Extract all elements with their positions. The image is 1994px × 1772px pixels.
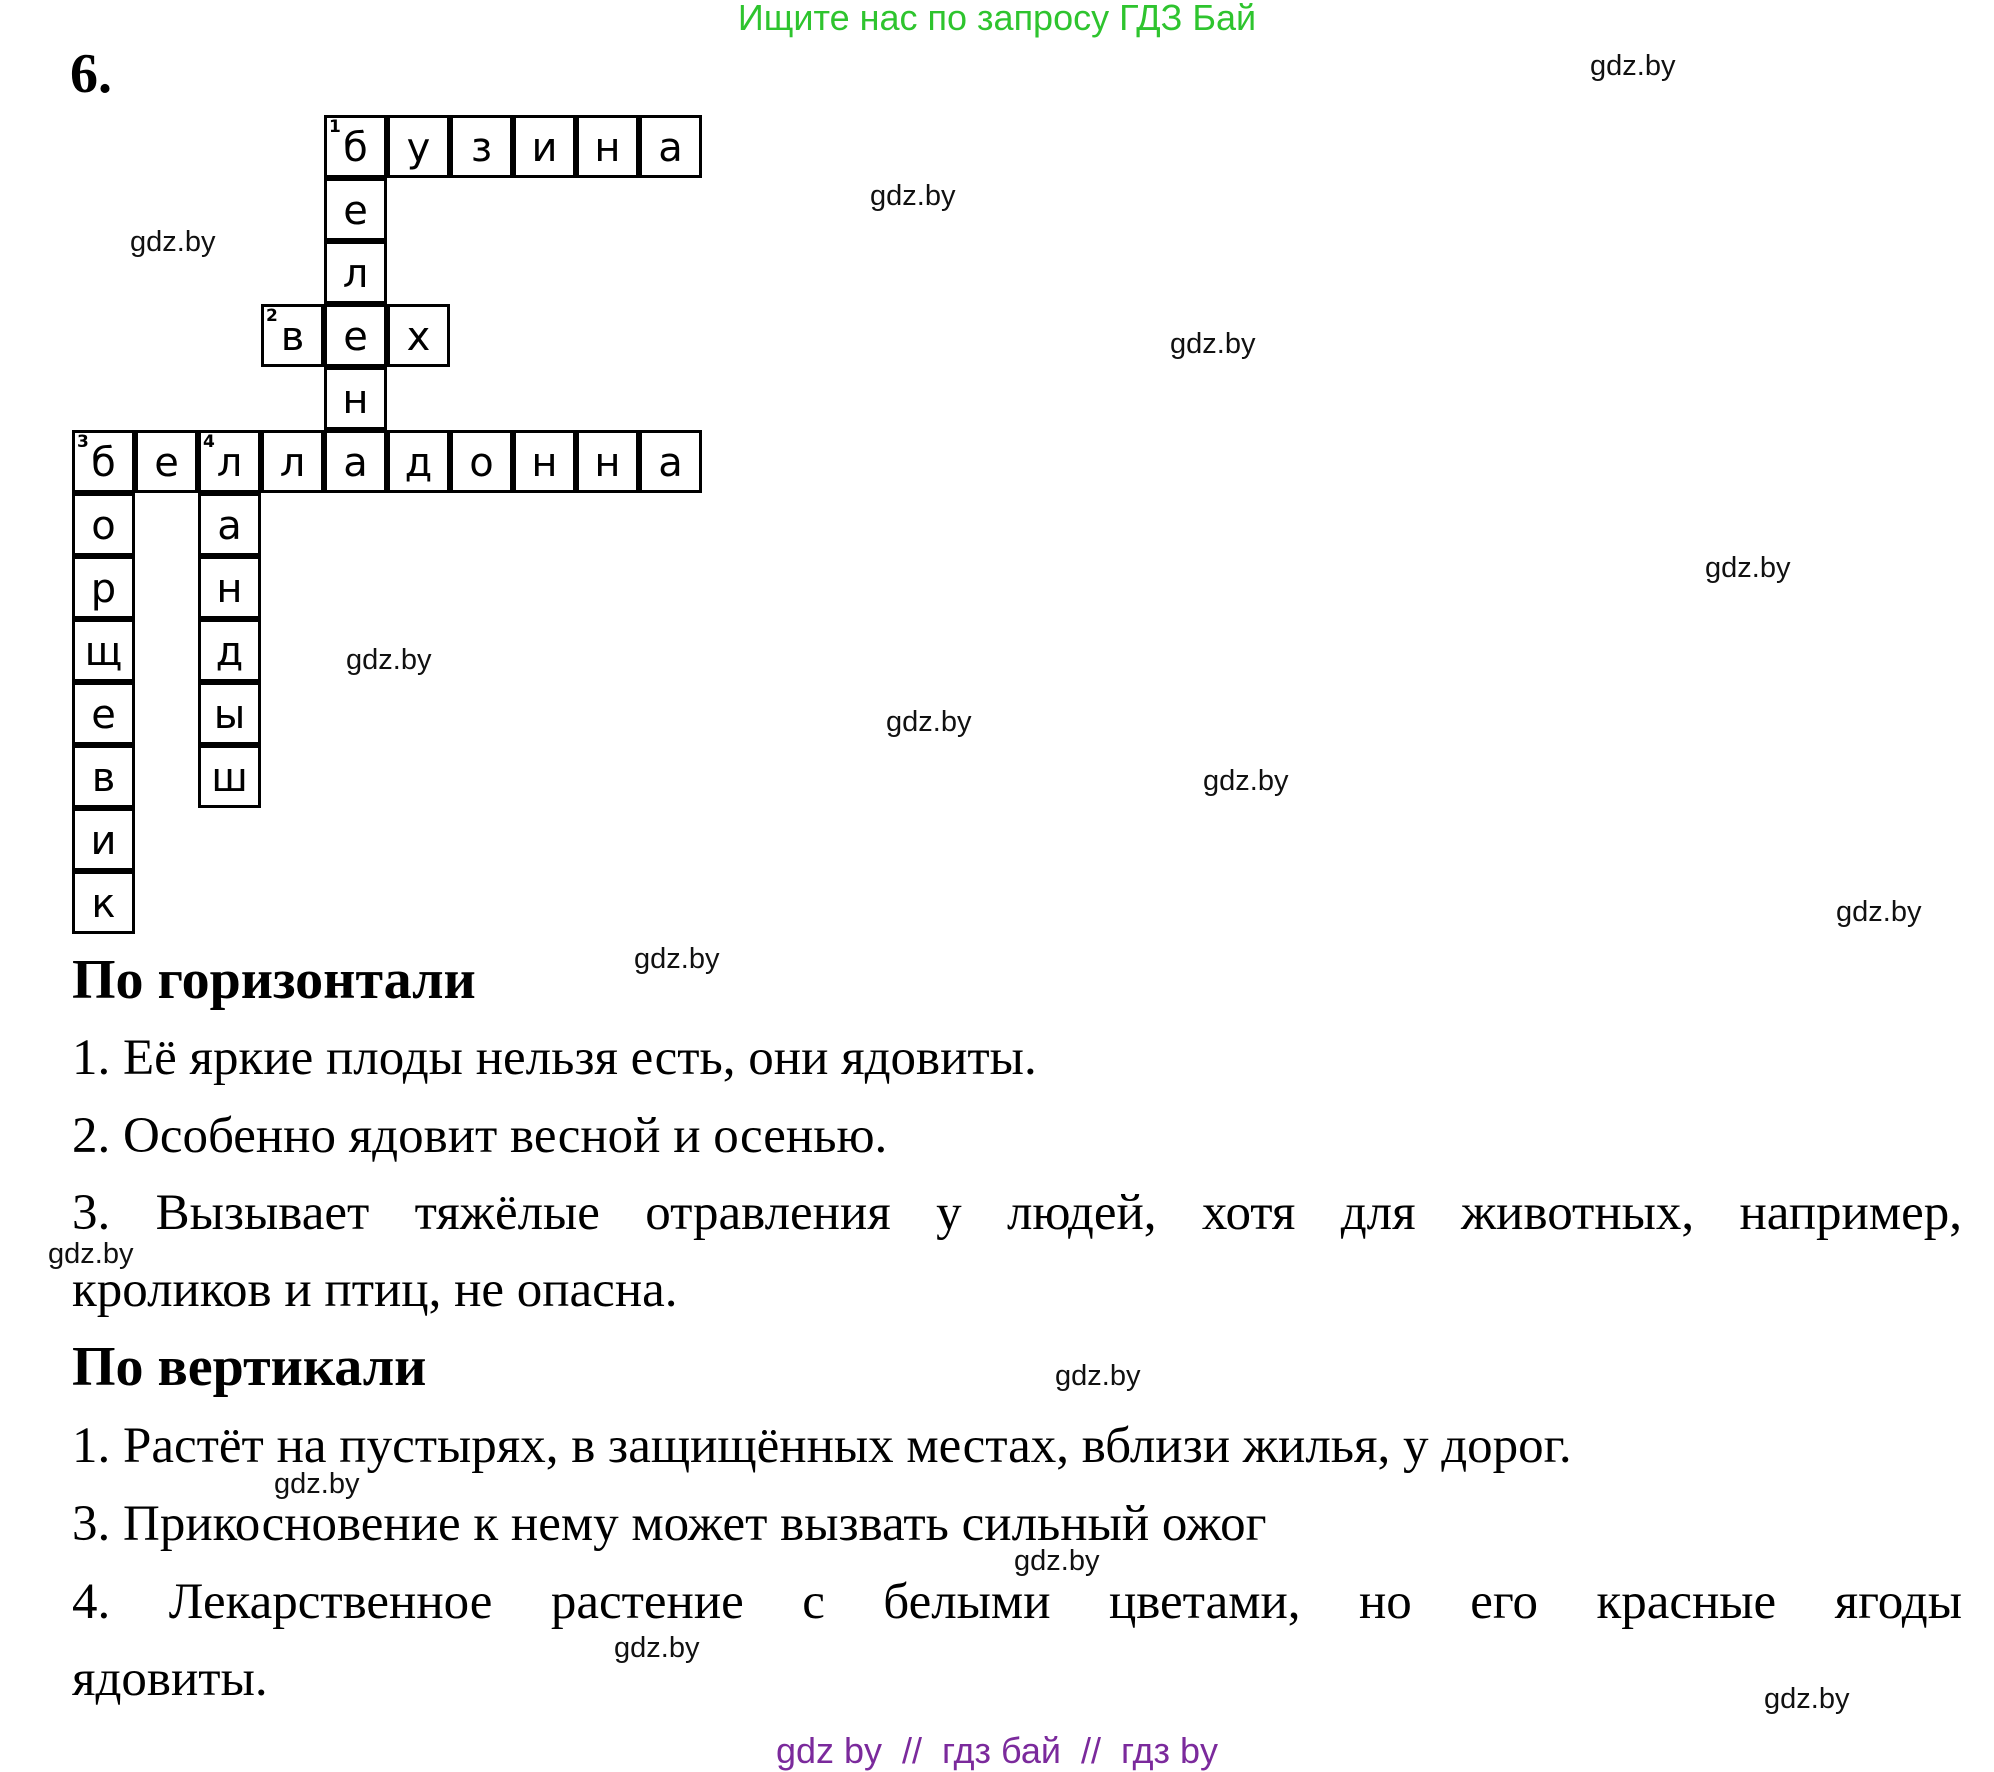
watermark: gdz.by [1203, 765, 1289, 797]
crossword-cell [72, 745, 135, 808]
cell-letter: о [91, 503, 116, 549]
cell-letter: и [90, 818, 117, 864]
watermark: gdz.by [886, 706, 972, 738]
down-clue: 1. Растёт на пустырях, в защищённых местах, вблизи жилья, у дорог. [72, 1418, 1572, 1474]
crossword-cell [387, 430, 450, 493]
crossword-cell [576, 115, 639, 178]
crossword-cell [72, 871, 135, 934]
crossword-cell [198, 682, 261, 745]
watermark: gdz.by [1705, 552, 1791, 584]
cell-letter: н [342, 377, 369, 423]
clue-number: 2 [266, 306, 278, 326]
crossword-cell [513, 430, 576, 493]
across-heading: По горизонтали [72, 949, 476, 1011]
cell-letter: ы [213, 692, 246, 738]
watermark: gdz.by [1590, 50, 1676, 82]
crossword-cell [72, 808, 135, 871]
watermark: gdz.by [870, 180, 956, 212]
cell-letter: л [342, 251, 369, 297]
footer-links: gdz by // гдз бай // гдз by [775, 1730, 1219, 1771]
crossword-cell [450, 115, 513, 178]
down-clue: 3. Прикосновение к нему может вызвать сильный ожог [72, 1496, 1267, 1552]
across-clue: кроликов и птиц, не опасна. [72, 1262, 678, 1318]
crossword-cell [387, 304, 450, 367]
crossword-cell [324, 304, 387, 367]
cell-letter: о [469, 440, 494, 486]
cell-letter: н [531, 440, 558, 486]
cell-letter: л [216, 440, 243, 486]
cell-letter: р [90, 566, 117, 612]
crossword-cell [135, 430, 198, 493]
cell-letter: е [154, 440, 179, 486]
crossword-cell [639, 430, 702, 493]
cell-letter: н [594, 440, 621, 486]
down-clue: ядовиты. [72, 1651, 268, 1707]
crossword-cell [261, 304, 324, 367]
watermark: gdz.by [130, 226, 216, 258]
watermark: gdz.by [48, 1238, 134, 1270]
crossword-cell [387, 115, 450, 178]
watermark: gdz.by [634, 943, 720, 975]
cell-letter: а [217, 503, 242, 549]
clue-number: 3 [77, 432, 89, 452]
crossword-cell [261, 430, 324, 493]
down-heading: По вертикали [72, 1336, 427, 1398]
crossword-cell [198, 493, 261, 556]
cell-letter: е [91, 692, 116, 738]
cell-letter: н [594, 125, 621, 171]
watermark: gdz.by [1836, 896, 1922, 928]
crossword-cell [324, 367, 387, 430]
cell-letter: к [91, 881, 116, 927]
crossword-cell [198, 430, 261, 493]
clue-number: 4 [203, 432, 215, 452]
cell-letter: д [404, 440, 433, 486]
watermark: gdz.by [346, 644, 432, 676]
watermark: gdz.by [274, 1468, 360, 1500]
across-clue: 2. Особенно ядовит весной и осенью. [72, 1108, 888, 1164]
crossword-cell [324, 241, 387, 304]
cell-letter: а [343, 440, 368, 486]
cell-letter: е [343, 314, 368, 360]
cell-letter: х [406, 314, 431, 360]
crossword-cell [324, 115, 387, 178]
cell-letter: а [658, 440, 683, 486]
watermark: gdz.by [614, 1632, 700, 1664]
crossword-cell [324, 178, 387, 241]
watermark: gdz.by [1764, 1683, 1850, 1715]
watermark: gdz.by [1014, 1545, 1100, 1577]
cell-letter: н [216, 566, 243, 612]
clue-number: 1 [329, 117, 341, 137]
crossword-cell [324, 430, 387, 493]
watermark: gdz.by [1170, 328, 1256, 360]
crossword-cell [72, 619, 135, 682]
cell-letter: в [91, 755, 116, 801]
crossword-cell [576, 430, 639, 493]
cell-letter: а [658, 125, 683, 171]
crossword-cell [198, 745, 261, 808]
crossword-cell [450, 430, 513, 493]
crossword-cell [72, 682, 135, 745]
crossword-cell [72, 430, 135, 493]
across-clue-line: 3. Вызывает тяжёлые отравления у людей, хотя для животных, например, [72, 1185, 1962, 1241]
crossword-cell [198, 619, 261, 682]
cell-letter: в [280, 314, 305, 360]
down-clue [72, 1564, 1962, 1640]
cell-letter: б [343, 125, 368, 171]
cell-letter: д [215, 629, 244, 675]
across-clue [72, 1175, 1962, 1251]
crossword-cell [639, 115, 702, 178]
cell-letter: б [91, 440, 116, 486]
down-clue-line: 4. Лекарственное растение с белыми цветами, но его красные ягоды [72, 1574, 1962, 1630]
crossword-cell [513, 115, 576, 178]
watermark: gdz.by [1055, 1360, 1141, 1392]
cell-letter: и [531, 125, 558, 171]
promo-banner: Ищите нас по запросу ГДЗ Бай [737, 0, 1257, 38]
crossword-cell [72, 493, 135, 556]
cell-letter: е [343, 188, 368, 234]
across-clue: 1. Её яркие плоды нельзя есть, они ядовиты. [72, 1030, 1037, 1086]
crossword-cell [198, 556, 261, 619]
cell-letter: ш [211, 755, 248, 801]
cell-letter: щ [84, 629, 123, 675]
task-number: 6. [70, 43, 112, 105]
crossword-cell [72, 556, 135, 619]
cell-letter: у [406, 125, 431, 171]
cell-letter: з [470, 125, 493, 171]
cell-letter: л [279, 440, 306, 486]
